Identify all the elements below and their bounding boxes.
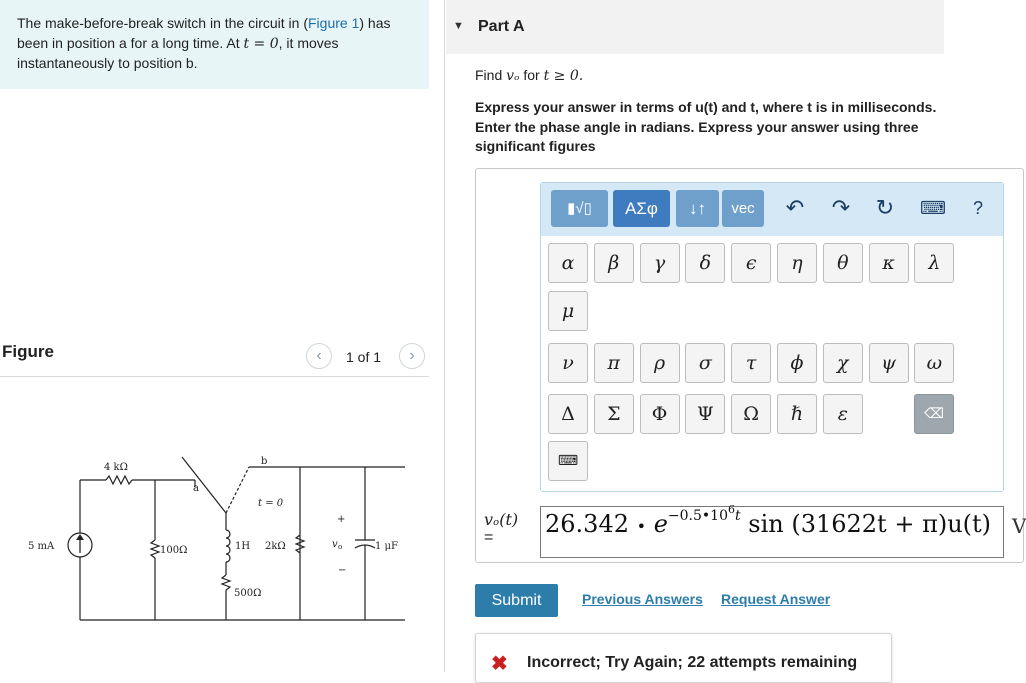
greek-key[interactable]: π — [594, 343, 634, 383]
feedback-text: Incorrect; Try Again; 22 attempts remaining — [527, 654, 858, 671]
figure-link[interactable]: Figure 1 — [308, 15, 360, 31]
overflow-char: V — [1012, 514, 1026, 538]
cap-label: 1 μF — [375, 541, 398, 552]
greek-key[interactable]: Δ — [548, 394, 588, 434]
submit-button[interactable]: Submit — [475, 584, 558, 617]
figure-heading: Figure — [2, 342, 54, 361]
vo-minus: − — [338, 565, 347, 576]
next-figure-button[interactable] — [399, 343, 425, 369]
greek-key[interactable]: Ψ — [685, 394, 725, 434]
r1-label: 100Ω — [160, 545, 188, 556]
chevron-left-icon: ‹ — [316, 347, 322, 364]
time-math: t = 0 — [243, 35, 279, 52]
incorrect-icon: ✖ — [491, 653, 508, 675]
greek-key[interactable]: Φ — [640, 394, 680, 434]
greek-key[interactable]: δ — [685, 243, 725, 283]
keyboard-icon[interactable]: ⌨ — [920, 198, 946, 218]
greek-key[interactable]: μ — [548, 291, 588, 331]
switch-a-label: a — [193, 483, 199, 494]
greek-key[interactable]: χ — [823, 343, 863, 383]
r3-label: 500Ω — [234, 588, 262, 599]
backspace-key[interactable] — [914, 394, 954, 434]
collapse-caret-icon[interactable]: ▼ — [453, 20, 464, 32]
greek-key[interactable]: β — [594, 243, 634, 283]
answer-instructions: Express your answer in terms of u(t) and t, where t is in milliseconds. Enter the phase angle in radians. Express your answer using three significant figures — [475, 99, 937, 154]
greek-key[interactable]: ε — [823, 394, 863, 434]
source-label: 5 mA — [28, 541, 55, 552]
greek-key[interactable]: ν — [548, 343, 588, 383]
keyboard-toggle-key[interactable] — [548, 441, 588, 481]
vo-label: v — [332, 539, 338, 550]
vec-button[interactable]: vec — [722, 190, 764, 227]
greek-key[interactable]: τ — [731, 343, 771, 383]
help-button[interactable]: ? — [972, 198, 983, 218]
reset-icon[interactable]: ↻ — [875, 195, 895, 220]
greek-key[interactable]: σ — [685, 343, 725, 383]
circuit-diagram — [20, 445, 420, 625]
r-top-label: 4 kΩ — [104, 462, 128, 473]
request-answer-link[interactable]: Request Answer — [721, 591, 831, 607]
problem-statement: The make-before-break switch in the circuit in (Figure 1) has been in position a for a long time. At t = 0, it moves instantaneously to position b. — [17, 15, 391, 71]
part-title: Part A — [478, 18, 525, 35]
greek-key[interactable]: θ — [823, 243, 863, 283]
prev-figure-button[interactable] — [306, 343, 332, 369]
arrows-button[interactable]: ↓↑ — [676, 190, 719, 227]
panel-divider — [444, 0, 445, 672]
templates-button[interactable]: ▮√▯ — [551, 190, 608, 227]
figure-divider — [0, 376, 429, 377]
backspace-icon: ⌫ — [924, 406, 944, 422]
vo-subscript: o — [338, 543, 343, 551]
switch-b-label: b — [261, 456, 268, 467]
greek-key[interactable]: ϕ — [777, 343, 817, 383]
greek-key[interactable]: Ω — [731, 394, 771, 434]
vo-plus: + — [337, 514, 346, 525]
greek-key[interactable]: Σ — [594, 394, 634, 434]
greek-key[interactable]: λ — [914, 243, 954, 283]
greek-key[interactable]: ω — [914, 343, 954, 383]
greek-key[interactable]: η — [777, 243, 817, 283]
greek-key[interactable]: κ — [869, 243, 909, 283]
greek-key[interactable]: ρ — [640, 343, 680, 383]
greek-key[interactable]: α — [548, 243, 588, 283]
find-prompt: Find vₒ for t ≥ 0. — [475, 67, 584, 84]
greek-button[interactable]: ΑΣφ — [613, 190, 670, 227]
figure-pager: 1 of 1 — [346, 349, 382, 365]
switch-time-label: t = 0 — [258, 498, 284, 509]
answer-expression: 26.342 • $e^{-0.5•106t}$ sin (31622t + π)u(t) — [545, 503, 992, 538]
chevron-right-icon: › — [409, 347, 415, 364]
answer-label: vₒ(t) = — [484, 510, 519, 546]
inductor-label: 1H — [235, 541, 251, 552]
greek-key[interactable]: ϵ — [731, 243, 771, 283]
greek-key[interactable]: ℏ — [777, 394, 817, 434]
greek-key[interactable]: ψ — [869, 343, 909, 383]
redo-icon[interactable]: ↷ — [831, 195, 851, 220]
greek-key[interactable]: γ — [640, 243, 680, 283]
keyboard-icon: ⌨ — [557, 453, 579, 469]
r2-label: 2kΩ — [265, 541, 286, 552]
previous-answers-link[interactable]: Previous Answers — [582, 591, 703, 607]
undo-icon[interactable]: ↶ — [785, 195, 805, 220]
